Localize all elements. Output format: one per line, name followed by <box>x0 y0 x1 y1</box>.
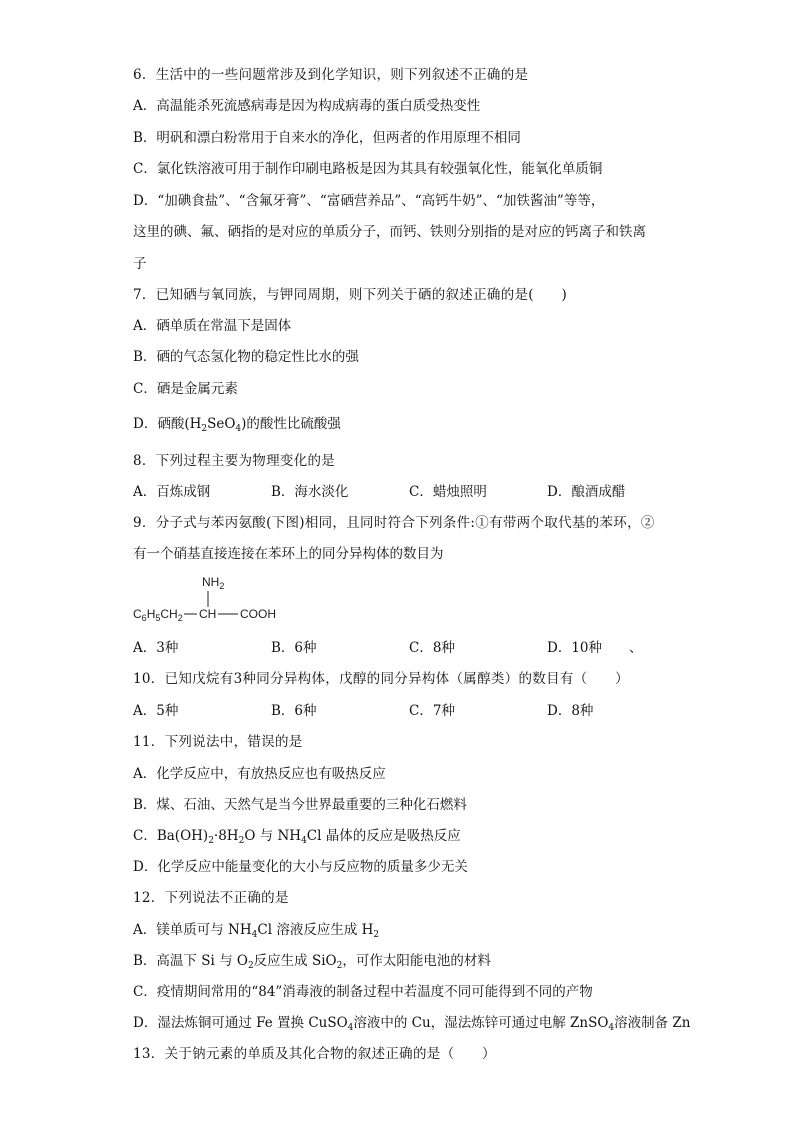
q11-option-b: B．煤、石油、天然气是当今世界最重要的三种化石燃料 <box>133 797 467 813</box>
q8-option-b: B．海水淡化 <box>271 484 349 500</box>
q12-option-c: C．疫情期间常用的“84”消毒液的制备过程中若温度不同可能得到不同的产物 <box>133 984 593 1000</box>
structure-cooh-label: COOH <box>240 607 276 621</box>
q12-option-d: D．湿法炼铜可通过 Fe 置换 CuSO$_4$溶液中的 Cu，湿法炼锌可通过电解 ZnSO$_4$溶液制备 Zn <box>133 1015 691 1033</box>
q9-option-b: B．6种 <box>271 640 317 656</box>
q9-stem-line1: 9．分子式与苯丙氨酸(下图)相同，且同时符合下列条件:①有带两个取代基的苯环，② <box>133 515 655 531</box>
structure-chain-label: $C_6H_5CH_2$ <box>133 607 183 623</box>
q8-stem: 8．下列过程主要为物理变化的是 <box>133 453 336 469</box>
q8-option-c: C．蜡烛照明 <box>409 484 487 500</box>
q11-option-c: C．$Ba(OH)_2\cdot 8H_2O$ 与 $NH_4Cl$ 晶体的反应是吸热反应 <box>133 828 461 846</box>
q10-stem: 10．已知戊烷有3种同分异构体，戊醇的同分异构体（属醇类）的数目有（ ） <box>133 671 629 687</box>
q8-option-a: A．百炼成钢 <box>133 484 211 500</box>
q9-option-a: A．3种 <box>133 640 179 656</box>
q9-option-c: C．8种 <box>409 640 455 656</box>
q7-option-a: A．硒单质在常温下是固体 <box>133 318 292 334</box>
phenylalanine-structure <box>130 570 300 630</box>
q6-option-d-line1: D．“加碘食盐”、“含氟牙膏”、“富硒营养品”、“高钙牛奶”、“加铁酱油”等等， <box>133 193 605 209</box>
q10-option-c: C．7种 <box>409 703 455 719</box>
q11-option-d: D．化学反应中能量变化的大小与反应物的质量多少无关 <box>133 859 468 875</box>
q9-option-d: D．10种 <box>547 640 603 656</box>
q7-option-b: B．硒的气态氢化物的稳定性比水的强 <box>133 349 359 365</box>
q9-stray-mark: 、 <box>629 640 643 656</box>
q10-option-a: A．5种 <box>133 703 179 719</box>
q8-options <box>133 482 653 502</box>
q6-option-b: B．明矾和漂白粉常用于自来水的净化，但两者的作用原理不相同 <box>133 130 521 146</box>
q10-option-d: D．8种 <box>547 703 594 719</box>
q12-option-b: B．高温下 Si 与 $O_2$反应生成 SiO$_2$，可作太阳能电池的材料 <box>133 953 491 971</box>
q11-option-a: A．化学反应中，有放热反应也有吸热反应 <box>133 766 386 782</box>
q9-stem-line2: 有一个硝基直接连接在苯环上的同分异构体的数目为 <box>133 546 444 562</box>
q6-option-a: A．高温能杀死流感病毒是因为构成病毒的蛋白质受热变性 <box>133 98 481 114</box>
q12-option-a: A．镁单质可与 $NH_4Cl$ 溶液反应生成 $H_2$ <box>133 922 380 940</box>
q11-stem: 11．下列说法中，错误的是 <box>133 734 303 750</box>
q7-stem: 7．已知硒与氧同族，与钾同周期，则下列关于硒的叙述正确的是( ) <box>133 287 568 303</box>
q8-option-d: D．酿酒成醋 <box>547 484 626 500</box>
q6-option-d-line2: 这里的碘、氟、硒指的是对应的单质分子，而钙、铁则分别指的是对应的钙离子和铁离 <box>133 224 646 240</box>
q12-stem: 12．下列说法不正确的是 <box>133 890 289 906</box>
q10-options <box>133 701 653 721</box>
q6-stem: 6．生活中的一些问题常涉及到化学知识，则下列叙述不正确的是 <box>133 67 529 83</box>
q6-option-d-line3: 子 <box>133 256 147 272</box>
structure-ch-label: CH <box>199 607 217 621</box>
q9-options <box>133 638 653 658</box>
q6-option-c: C．氯化铁溶液可用于制作印刷电路板是因为其具有较强氧化性，能氧化单质铜 <box>133 161 603 177</box>
q13-stem: 13．关于钠元素的单质及其化合物的叙述正确的是（ ） <box>133 1046 496 1062</box>
q7-option-c: C．硒是金属元素 <box>133 381 238 397</box>
structure-nh2-label: $NH_2$ <box>202 575 225 591</box>
q10-option-b: B．6种 <box>271 703 317 719</box>
q7-option-d: D．硒酸$(H_2SeO_4)$的酸性比硫酸强 <box>133 416 341 434</box>
